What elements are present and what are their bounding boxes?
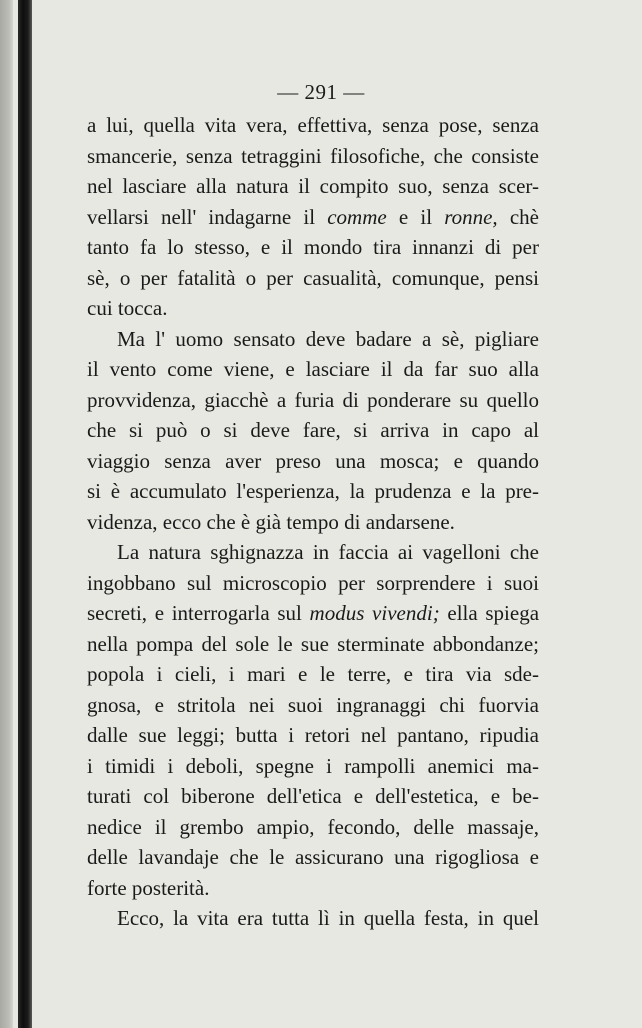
text-line: viaggio senza aver preso una mosca; e quando xyxy=(87,448,539,473)
text-line: tanto fa lo stesso, e il mondo tira innanzi di per xyxy=(87,235,539,259)
text-line: forte posterità. xyxy=(87,875,210,900)
text-line: dalle sue leggi; butta i retori nel pantano, ripudia xyxy=(87,723,539,747)
text-line xyxy=(87,202,539,233)
text-line: il vento come viene, e lasciare il da far suo alla xyxy=(87,357,539,381)
text-line: turati col biberone dell'etica e dell'estetica, e be- xyxy=(87,784,539,808)
text-line: smancerie, senza tetraggini filosofiche, che consiste xyxy=(87,143,539,168)
body-text xyxy=(87,110,539,934)
text-line: videnza, ecco che è già tempo di andarsene. xyxy=(87,509,455,534)
text-fragment: e il xyxy=(398,204,433,229)
text-line: Ecco, la vita era tutta lì in quella festa, in quel xyxy=(117,906,539,930)
text-line: gnosa, e stritola nei suoi ingranaggi chi fuorvia xyxy=(87,692,539,717)
text-line: La natura sghignazza in faccia ai vagelloni che xyxy=(117,540,539,564)
text-line: ingobbano sul microscopio per sorprendere i suoi xyxy=(87,570,539,595)
text-line: nel lasciare alla natura il compito suo, senza scer- xyxy=(87,174,539,198)
text-line: nella pompa del sole le sue sterminate abbondanze; xyxy=(87,631,539,656)
text-fragment: chè xyxy=(509,204,540,229)
italic-term: ronne, xyxy=(444,204,498,229)
text-fragment: secreti, e interrogarla sul xyxy=(87,601,302,625)
text-fragment: ella spiega xyxy=(447,601,540,625)
text-line: popola i cieli, i mari e le terre, e tira via sde- xyxy=(87,662,539,686)
book-spine-shadow xyxy=(18,0,32,1028)
text-line: Ma l' uomo sensato deve badare a sè, pigliare xyxy=(117,326,539,351)
italic-term: comme xyxy=(327,204,387,229)
text-line: provvidenza, giacchè a furia di ponderare su quello xyxy=(87,387,539,412)
italic-term: modus vivendi; xyxy=(309,601,440,625)
page-number: — 291 — xyxy=(277,80,365,104)
text-line: che si può o si deve fare, si arriva in capo al xyxy=(87,418,539,442)
page-binding-edge xyxy=(0,0,13,1028)
text-line: nedice il grembo ampio, fecondo, delle massaje, xyxy=(87,814,539,839)
text-line: i timidi i deboli, spegne i rampolli anemici ma- xyxy=(87,753,539,778)
text-line: si è accumulato l'esperienza, la prudenza e la pre- xyxy=(87,479,539,503)
text-line: a lui, quella vita vera, effettiva, senza pose, senza xyxy=(87,113,539,137)
text-line: cui tocca. xyxy=(87,296,168,320)
text-line: sè, o per fatalità o per casualità, comunque, pensi xyxy=(87,265,539,290)
text-line: delle lavandaje che le assicurano una rigogliosa e xyxy=(87,845,539,869)
text-fragment: vellarsi nell' indagarne il xyxy=(87,204,316,229)
text-line xyxy=(87,598,539,629)
